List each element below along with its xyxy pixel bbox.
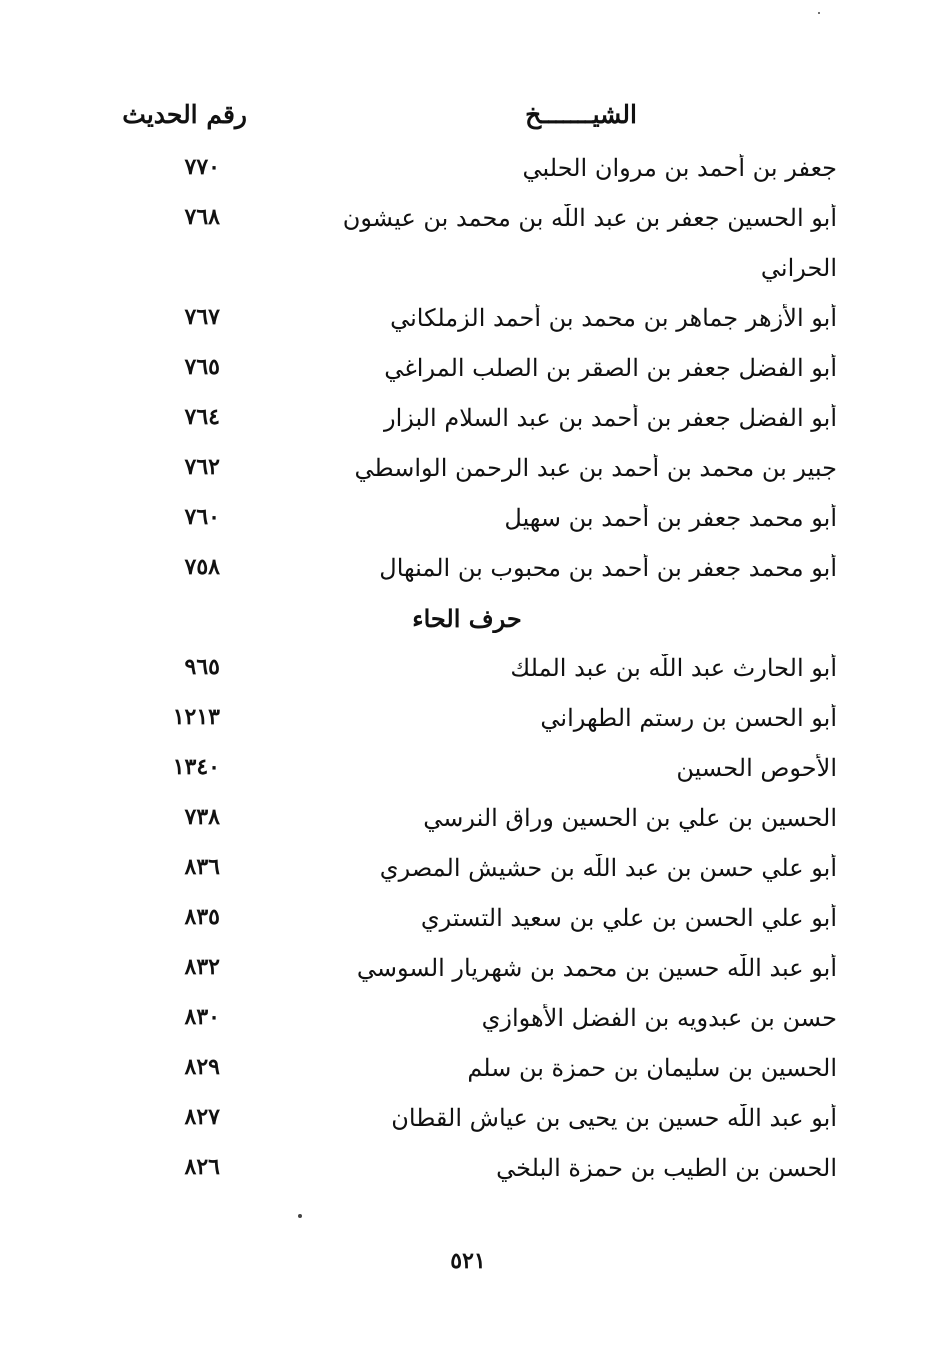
hadith-number: ٧٣٨ (184, 804, 220, 830)
hadith-number: ٨٢٦ (184, 1154, 220, 1180)
list-item (0, 698, 937, 748)
sheikh-name: أبو الأزهر جماهر بن محمد بن أحمد الزملكاني (390, 304, 837, 332)
list-item (0, 498, 937, 548)
hadith-number: ٧٦٠ (184, 504, 220, 530)
list-item (0, 298, 937, 348)
sheikh-column-header: الشيـــــــخ (525, 100, 637, 129)
list-item (0, 1148, 937, 1198)
hadith-number: ٧٧٠ (184, 154, 220, 180)
list-item (0, 198, 937, 248)
table-header (0, 100, 937, 140)
list-item (0, 248, 937, 298)
sheikh-name: حسن بن عبدويه بن الفضل الأهوازي (481, 1004, 837, 1032)
hadith-number: ٩٦٥ (184, 654, 220, 680)
hadith-number: ٨٣٥ (184, 904, 220, 930)
list-item (0, 548, 937, 598)
list-item (0, 348, 937, 398)
hadith-number: ١٢١٣ (172, 704, 220, 730)
sheikh-name: جعفر بن أحمد بن مروان الحلبي (522, 154, 837, 182)
sheikh-name: أبو الحسن بن رستم الطهراني (540, 704, 837, 732)
list-item (0, 948, 937, 998)
hadith-number: ٧٦٨ (184, 204, 220, 230)
hadith-number: ٧٦٥ (184, 354, 220, 380)
narrators-list (0, 148, 937, 1198)
list-item (0, 898, 937, 948)
list-item (0, 648, 937, 698)
sheikh-name: الأحوص الحسين (676, 754, 837, 782)
sheikh-name: أبو الفضل جعفر بن الصقر بن الصلب المراغي (384, 354, 837, 382)
scan-speck (818, 12, 820, 14)
sheikh-name: أبو الحسين جعفر بن عبد اللّٰه بن محمد بن عيشون (342, 204, 837, 232)
list-item (0, 148, 937, 198)
sheikh-name: الحسين بن علي بن الحسين وراق النرسي (423, 804, 837, 832)
section-heading-row (0, 598, 937, 648)
section-heading: حرف الحاء (412, 604, 522, 633)
hadith-number: ٨٣٠ (184, 1004, 220, 1030)
hadith-number: ٧٦٧ (184, 304, 220, 330)
list-item (0, 998, 937, 1048)
list-item (0, 1048, 937, 1098)
hadith-number: ٨٢٩ (184, 1054, 220, 1080)
hadith-number: ٧٦٤ (184, 404, 220, 430)
sheikh-name: أبو محمد جعفر بن أحمد بن سهيل (504, 504, 837, 532)
sheikh-name: أبو عبد اللّٰه حسين بن محمد بن شهريار السوسي (356, 954, 837, 982)
list-item (0, 748, 937, 798)
list-item (0, 1098, 937, 1148)
hadith-number: ٨٣٦ (184, 854, 220, 880)
sheikh-name: الحسن بن الطيب بن حمزة البلخي (496, 1154, 837, 1182)
sheikh-name: الحسين بن سليمان بن حمزة بن سلم (467, 1054, 837, 1082)
hadith-number: ٨٣٢ (184, 954, 220, 980)
hadith-number-column-header: رقم الحديث (122, 100, 247, 129)
sheikh-name: أبو علي الحسن بن علي بن سعيد التستري (420, 904, 837, 932)
hadith-number: ٧٦٢ (184, 454, 220, 480)
list-item (0, 448, 937, 498)
sheikh-name: الحراني (760, 254, 837, 282)
sheikh-name: جبير بن محمد بن أحمد بن عبد الرحمن الواسطي (354, 454, 837, 482)
scan-speck (298, 1214, 302, 1218)
hadith-number: ٨٢٧ (184, 1104, 220, 1130)
list-item (0, 848, 937, 898)
list-item (0, 798, 937, 848)
list-item (0, 398, 937, 448)
sheikh-name: أبو محمد جعفر بن أحمد بن محبوب بن المنهال (379, 554, 837, 582)
page-number: ٥٢١ (450, 1248, 486, 1274)
hadith-number: ٧٥٨ (184, 554, 220, 580)
sheikh-name: أبو علي حسن بن عبد اللّٰه بن حشيش المصري (379, 854, 837, 882)
sheikh-name: أبو الفضل جعفر بن أحمد بن عبد السلام البزار (383, 404, 837, 432)
sheikh-name: أبو عبد اللّٰه حسين بن يحيى بن عياش القطان (391, 1104, 837, 1132)
sheikh-name: أبو الحارث عبد اللّٰه بن عبد الملك (510, 654, 837, 682)
hadith-number: ١٣٤٠ (172, 754, 220, 780)
